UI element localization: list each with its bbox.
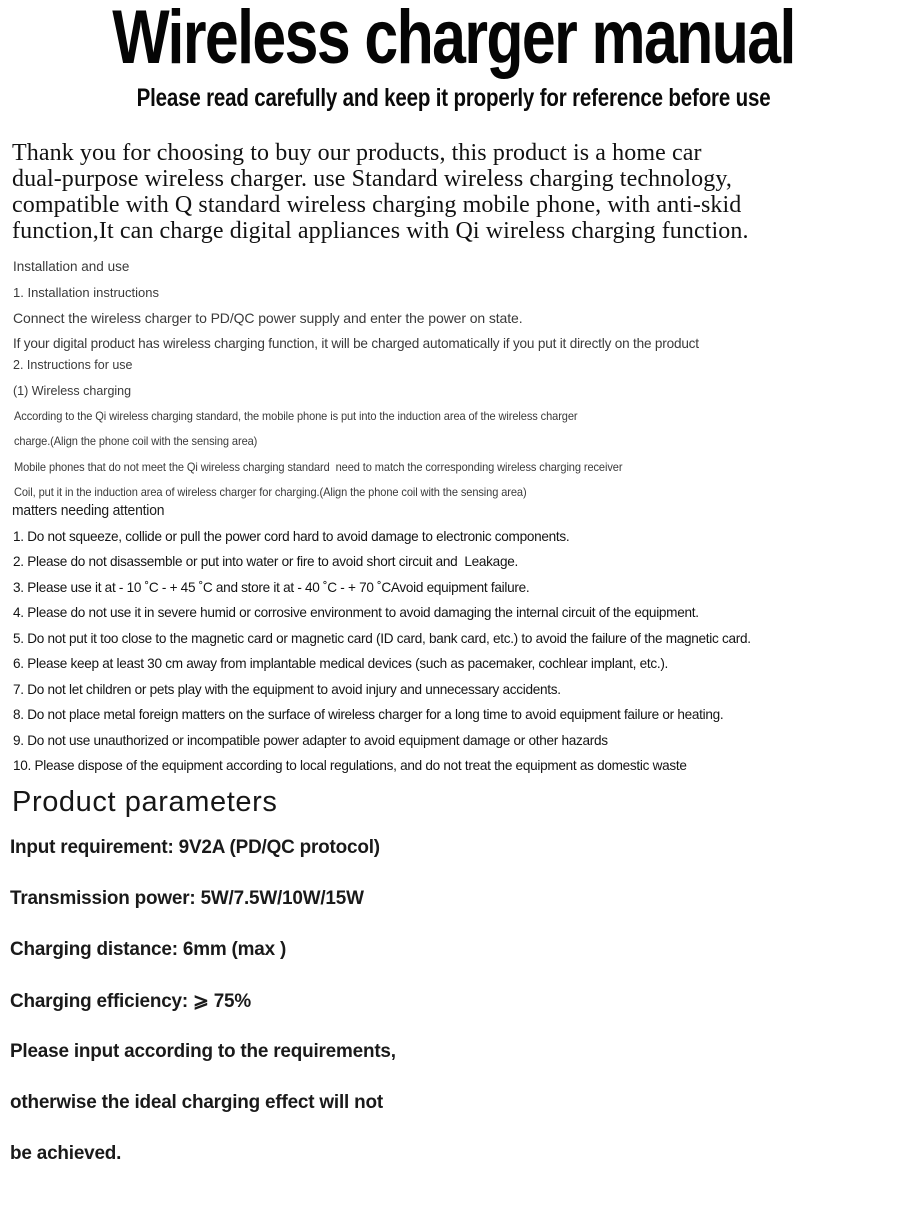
installation-step2-line: Mobile phones that do not meet the Qi wireless charging standard need to match the corresponding wireless charging receiver (14, 460, 623, 474)
installation-step1-line: If your digital product has wireless charging function, it will be charged automatically if you put it directly on the product (13, 335, 699, 351)
intro-line: dual-purpose wireless charger. use Standard wireless charging technology, (12, 166, 732, 192)
attention-item-2: 2. Please do not disassemble or put into water or fire to avoid short circuit and Leakage. (13, 553, 518, 569)
parameter-note-line: otherwise the ideal charging effect will not (10, 1091, 383, 1113)
page-subtitle: Please read carefully and keep it properly for reference before use (136, 84, 771, 112)
installation-step2-line: Coil, put it in the induction area of wireless charger for charging.(Align the phone coil with the sensing area) (14, 485, 527, 499)
parameter-charging-distance: Charging distance: 6mm (max ) (10, 938, 287, 960)
installation-step2-line: According to the Qi wireless charging standard, the mobile phone is put into the induction area of the wireless charger (14, 409, 578, 423)
intro-line: function,It can charge digital appliances with Qi wireless charging function. (12, 218, 749, 244)
intro-line: compatible with Q standard wireless charging mobile phone, with anti-skid (12, 192, 742, 218)
parameters-heading: Product parameters (12, 786, 278, 818)
page-title: Wireless charger manual (112, 0, 795, 80)
installation-step2-subheading: (1) Wireless charging (13, 384, 132, 398)
attention-item-7: 7. Do not let children or pets play with the equipment to avoid injury and unnecessary accidents. (13, 681, 561, 697)
installation-step1-line: Connect the wireless charger to PD/QC power supply and enter the power on state. (13, 310, 523, 326)
attention-item-6: 6. Please keep at least 30 cm away from implantable medical devices (such as pacemaker, cochlear implant, etc.). (13, 655, 669, 671)
installation-step1-heading: 1. Installation instructions (13, 285, 159, 300)
attention-item-5: 5. Do not put it too close to the magnetic card or magnetic card (ID card, bank card, etc.) to avoid the failure of the magnetic card. (13, 630, 751, 646)
parameter-charging-efficiency: Charging efficiency: ⩾ 75% (10, 990, 251, 1012)
page-header (0, 0, 907, 80)
attention-item-10: 10. Please dispose of the equipment according to local regulations, and do not treat the equipment as domestic waste (13, 757, 687, 773)
parameter-note-line: Please input according to the requirements, (10, 1040, 396, 1062)
parameter-note-line: be achieved. (10, 1142, 122, 1164)
attention-item-1: 1. Do not squeeze, collide or pull the power cord hard to avoid damage to electronic components. (13, 528, 570, 544)
parameter-input-requirement: Input requirement: 9V2A (PD/QC protocol) (10, 836, 380, 858)
parameter-transmission-power: Transmission power: 5W/7.5W/10W/15W (10, 887, 364, 909)
attention-heading: matters needing attention (12, 503, 165, 519)
attention-item-8: 8. Do not place metal foreign matters on the surface of wireless charger for a long time to avoid equipment failure or heating. (13, 706, 724, 722)
intro-line: Thank you for choosing to buy our products, this product is a home car (12, 140, 702, 166)
attention-item-3: 3. Please use it at - 10 ˚C - + 45 ˚C and store it at - 40 ˚C - + 70 ˚CAvoid equipment failure. (13, 579, 530, 595)
installation-step2-line: charge.(Align the phone coil with the sensing area) (14, 434, 258, 448)
attention-item-9: 9. Do not use unauthorized or incompatible power adapter to avoid equipment damage or other hazards (13, 732, 608, 748)
attention-item-4: 4. Please do not use it in severe humid or corrosive environment to avoid damaging the internal circuit of the equipment. (13, 604, 699, 620)
installation-step2-heading: 2. Instructions for use (13, 358, 133, 372)
page-subheader (0, 84, 907, 112)
installation-heading: Installation and use (13, 259, 130, 274)
